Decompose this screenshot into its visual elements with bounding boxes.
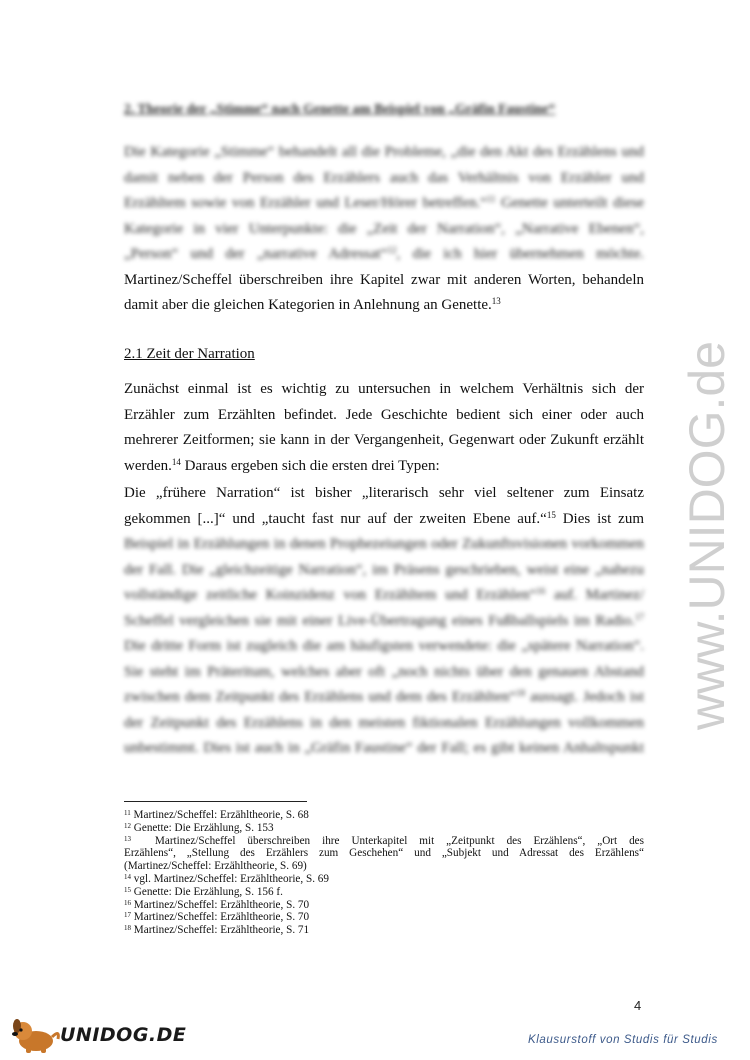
para1-line-7: [124, 293, 644, 319]
para3-line-4: der Fall. Die „gleichzeitige Narration“, im Präsens geschrieben, weist eine „nahezu: [124, 561, 644, 578]
para3-line-2-tail: Dies ist zum: [555, 510, 644, 527]
footnote-number: 17: [124, 911, 131, 920]
para3-line-9-tail: aussagt. Jedoch ist: [525, 689, 644, 705]
para2-line-2: Erzähler zum Erzählten befindet. Jede Geschichte bedient sich einer oder auch: [124, 406, 644, 423]
footnote-text: Genette: Die Erzählung, S. 156 f.: [133, 885, 283, 898]
para1-line-3: [124, 191, 644, 217]
paragraph-2: [124, 377, 644, 479]
footer-tagline: Klausurstoff von Studis für Studis: [528, 1034, 718, 1046]
footnote-17: [124, 911, 644, 924]
footnote-number: 14: [124, 872, 131, 881]
footnote-text: Martinez/Scheffel: Erzähltheorie, S. 71: [133, 924, 310, 937]
footnote-text: Martinez/Scheffel überschreiben ihre Unterkapitel mit „Zeitpunkt des Erzählens“, „Ort des: [154, 834, 644, 847]
footnote-ref-12: 12: [387, 245, 397, 255]
paragraph-1: [124, 140, 644, 319]
para1-line-4: Kategorie in vier Unterpunkte: die „Zeit der Narration“, „Narrative Ebenen“,: [124, 220, 644, 237]
footnote-ref-15: 15: [546, 509, 556, 520]
footnote-number: 16: [124, 898, 131, 907]
para1-line-3-text: Erzähltem sowie von Erzähler und Leser/Hörer betreffen.“: [124, 195, 487, 211]
footnote-18: [124, 924, 644, 937]
footnote-text: Martinez/Scheffel: Erzähltheorie, S. 70: [133, 898, 310, 911]
subsection-heading: 2.1 Zeit der Narration: [124, 346, 255, 362]
footnote-13: [124, 835, 644, 848]
para2-line-4-tail: Daraus ergeben sich die ersten drei Typen:: [180, 457, 440, 474]
footnotes: [124, 809, 644, 937]
para2-line-1: Zunächst einmal ist es wichtig zu untersuchen in welchem Verhältnis sich der: [124, 381, 644, 397]
footnote-ref-11: 11: [486, 194, 496, 204]
footnote-text: Martinez/Scheffel: Erzähltheorie, S. 68: [133, 809, 309, 821]
para3-line-7: Die dritte Form ist zugleich die am häufigsten verwendete: die „spätere Narration“.: [124, 638, 644, 654]
para1-line-5-text: „Person“ und der „narrative Adressat“: [124, 246, 388, 262]
footnote-ref-17: 17: [635, 611, 644, 622]
footnote-number: 11: [124, 809, 131, 817]
footnote-15: [124, 886, 644, 899]
page-number: 4: [634, 998, 642, 1013]
footnote-16: [124, 899, 644, 912]
footnote-ref-18: 18: [516, 688, 526, 698]
para3-line-5-tail: auf. Martinez/: [545, 587, 644, 603]
section-heading: 2. Theorie der „Stimme“ nach Genette am Beispiel von „Gräfin Faustine“: [124, 101, 556, 116]
footnote-13-cont-2: (Martinez/Scheffel: Erzähltheorie, S. 69): [124, 860, 307, 873]
watermark: [620, 285, 750, 745]
para3-line-3: Beispiel in Erzählungen in denen Prophezeiungen oder Zukunftsvisionen vorkommen: [124, 536, 644, 552]
para3-line-5: [124, 583, 644, 609]
para3-line-9-text: zwischen dem Zeitpunkt des Erzählens und dem des Erzählten“: [124, 689, 517, 705]
footnote-text: vgl. Martinez/Scheffel: Erzähltheorie, S. 69: [133, 872, 329, 885]
para3-line-9: [124, 685, 644, 711]
para3-line-8: Sie steht im Präteritum, welches aber oft „noch nichts über den genauen Abstand: [124, 663, 644, 680]
para1-line-6: Martinez/Scheffel überschreiben ihre Kapitel zwar mit anderen Worten, behandeln: [124, 271, 644, 288]
logo-text: UNIDOG.DE: [60, 1024, 187, 1046]
para3-line-10: der Zeitpunkt des Erzählens in den meisten fiktionalen Erzählungen vollkommen: [124, 714, 644, 731]
footnote-ref-14: 14: [171, 456, 181, 467]
footnote-13-cont-1: Erzählens“, „Stellung des Erzählers zum Geschehen“ und „Subjekt und Adressat des Erzählens“: [124, 847, 644, 860]
para3-line-5-text: vollständige zeitliche Koinzidenz von Erzähltem und Erzählen“: [124, 587, 537, 603]
para1-line-5-tail: , die ich hier übernehmen möchte.: [396, 246, 644, 262]
para3-line-11: unbestimmt. Dies ist auch in „Gräfin Faustine“ der Fall; es gibt keinen Anhaltspunkt: [124, 740, 644, 756]
dog-icon: [12, 1019, 58, 1053]
para3-line-6-text: Scheffel vergleichen sie mit einer Live-Übertragung eines Fußballspiels im Radio.: [124, 612, 635, 629]
footnote-number: 13: [124, 834, 131, 843]
watermark-text: www.UNIDOG.de: [679, 341, 735, 730]
para2-line-4-text: werden.: [124, 457, 172, 474]
para3-line-2-text: gekommen [...]“ und „taucht fast nur auf der zweiten Ebene auf.“: [124, 510, 547, 527]
para3-line-6: [124, 609, 644, 635]
para1-line-2: damit neben der Person des Erzählers auch das Verhältnis von Erzähler und: [124, 169, 644, 186]
footnote-ref-13: 13: [491, 296, 501, 306]
footnote-number: 12: [124, 821, 131, 830]
para1-line-3-tail: Genette unterteilt diese: [495, 195, 644, 211]
footnote-text: Genette: Die Erzählung, S. 153: [133, 821, 274, 834]
footnote-separator: [124, 801, 307, 802]
footnote-text: Martinez/Scheffel: Erzähltheorie, S. 70: [133, 911, 310, 924]
para1-line-1: Die Kategorie „Stimme“ behandelt all die Probleme, „die den Akt des Erzählens und: [124, 144, 644, 160]
para3-line-2: [124, 507, 644, 533]
footnote-11: [124, 809, 644, 822]
footnote-ref-16: 16: [536, 586, 546, 596]
para3-line-1: Die „frühere Narration“ ist bisher „literarisch sehr viel seltener zum Einsatz: [124, 485, 644, 501]
para1-line-7-text: damit aber die gleichen Kategorien in Anlehnung an Genette.: [124, 297, 492, 313]
footnote-14: [124, 873, 644, 886]
paragraph-3: [124, 481, 644, 762]
footnote-12: [124, 822, 644, 835]
para2-line-3: mehrerer Zeitformen; sie kann in der Vergangenheit, Gegenwart oder Zukunft erzählt: [124, 432, 644, 448]
para2-line-4: [124, 454, 644, 480]
para1-line-5: [124, 242, 644, 268]
footnote-number: 15: [124, 885, 131, 894]
footnote-number: 18: [124, 924, 131, 933]
